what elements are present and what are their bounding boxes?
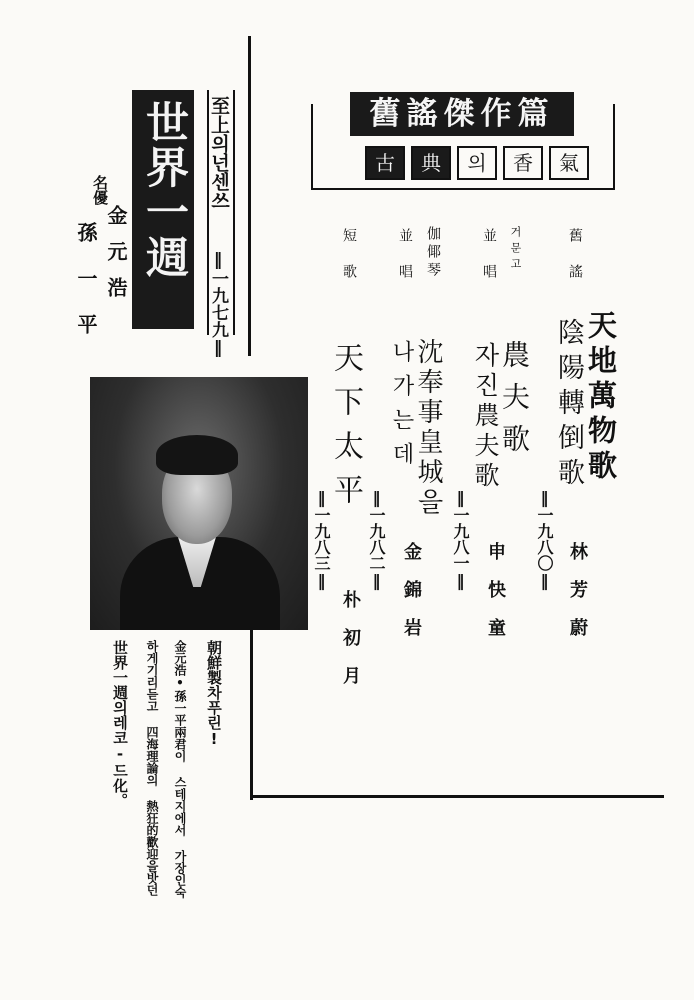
number-2: ‖一九八一‖: [451, 488, 470, 590]
caption-line-4: 世界一週의레코-드化。: [111, 640, 129, 808]
page-title: 世界一週: [139, 100, 189, 280]
artist-1: 林芳蔚: [567, 542, 588, 656]
subtitle-char-1: 古: [365, 146, 405, 180]
photo-hair: [156, 435, 238, 475]
genre-2: 거문고: [509, 226, 522, 274]
artist-2: 申快童: [485, 542, 506, 656]
number-1: ‖一九八〇‖: [535, 488, 554, 590]
subtitle-char-2: 典: [411, 146, 451, 180]
performer-2: 孫一平: [74, 222, 98, 360]
bottom-rule: [252, 795, 664, 798]
song-6: 天下太平: [328, 342, 363, 518]
artist-4: 金錦岩: [401, 542, 422, 656]
vertical-rule-top: [248, 36, 251, 356]
caption-line-1: 朝鮮製차푸린!: [205, 640, 223, 748]
genre-3: 並唱: [481, 228, 497, 300]
artist-6: 朴初月: [340, 590, 361, 704]
performers-label: 名優: [91, 175, 109, 205]
song-3: 자진農夫歌: [471, 342, 500, 492]
subtitle-char-5: 氣: [549, 146, 589, 180]
title-box: [134, 92, 192, 327]
genre-4: 伽倻琴: [425, 226, 441, 280]
song-2: 農夫歌: [498, 340, 531, 466]
song-5: 나가는데: [389, 340, 414, 476]
genre-1: 舊謠: [567, 228, 583, 300]
genre-6: 短歌: [341, 228, 357, 300]
performer-photo: [90, 377, 308, 630]
section-title: 舊謠傑作篇: [350, 92, 574, 136]
song-1a: 天地萬物歌: [584, 310, 618, 485]
genre-5: 並唱: [397, 228, 413, 300]
caption-line-3: 하게기리듣고 四海理論의 熱狂的歡迎을밧던: [145, 640, 159, 896]
number-6: ‖一九八三‖: [312, 488, 331, 590]
performer-1: 金元浩: [104, 205, 128, 313]
number-4: ‖一九八二‖: [367, 488, 386, 590]
subtitle-char-3: 의: [457, 146, 497, 180]
pretitle: 至上의넌센쓰: [208, 96, 230, 210]
left-year: ‖一九七九‖: [208, 250, 228, 358]
pretitle-rule-2: [233, 90, 235, 335]
subtitle-boxes: [365, 146, 589, 180]
subtitle-char-4: 香: [503, 146, 543, 180]
song-1b: 陰陽轉倒歌: [553, 318, 584, 493]
caption-line-2: 金元浩•孫一平兩君이 스테지에서 가장인숙: [173, 640, 187, 898]
song-4: 沈奉事皇城을: [413, 338, 443, 518]
